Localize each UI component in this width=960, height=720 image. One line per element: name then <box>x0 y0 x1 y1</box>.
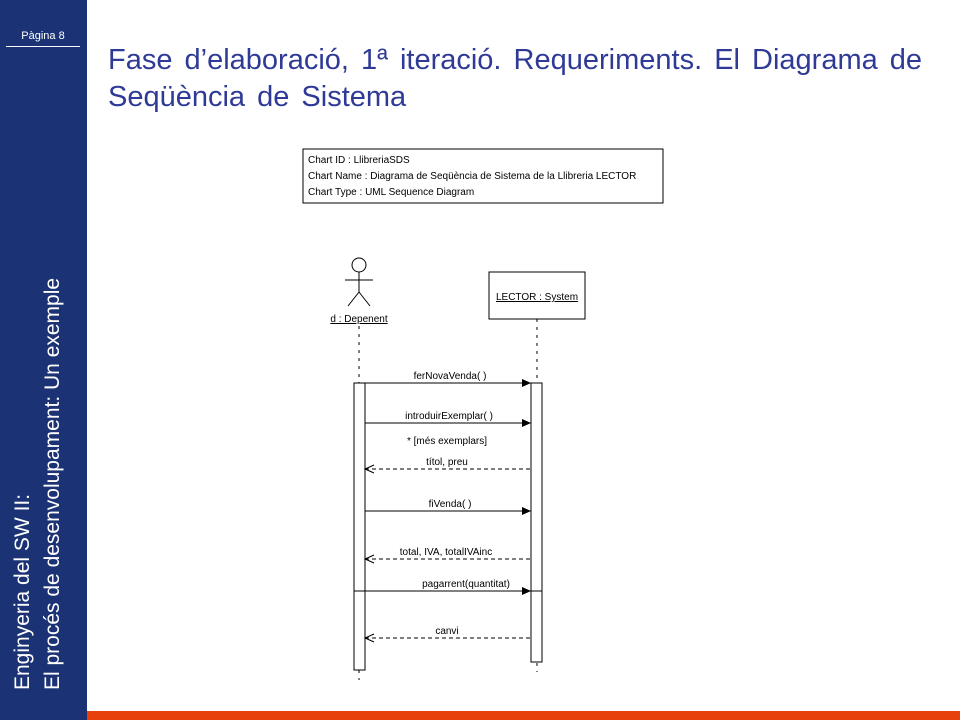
arrowhead <box>522 419 531 427</box>
message-label: total, IVA, totalIVAinc <box>399 547 493 558</box>
arrowhead <box>522 587 531 595</box>
actor-icon <box>345 258 373 306</box>
arrowhead <box>522 507 531 515</box>
chart-name: Chart Name : Diagrama de Seqüència de Sistema de la Llibreria LECTOR <box>308 171 637 182</box>
system-label: LECTOR : System <box>495 292 579 303</box>
message-label: pagarrent(quantitat) <box>422 579 510 590</box>
actor-activation-bar <box>354 383 365 670</box>
course-title-line1: Enginyeria del SW II: <box>11 493 34 690</box>
loop-guard-label: * [més exemplars] <box>406 436 488 447</box>
chart-type: Chart Type : UML Sequence Diagram <box>308 187 475 198</box>
message-label: títol, preu <box>426 457 468 468</box>
course-title-line2: El procés de desenvolupament: Un exemple <box>41 277 64 690</box>
actor-label: d : Depenent <box>330 314 388 325</box>
message-label: fiVenda( ) <box>428 499 472 510</box>
slide-title: Fase d’elaboració, 1ª iteració. Requeriments. El Diagrama de Seqüència de Sistema <box>108 44 923 113</box>
arrowhead <box>522 379 531 387</box>
message-label: ferNovaVenda( ) <box>413 371 487 382</box>
chart-id: Chart ID : LlibreriaSDS <box>308 155 410 166</box>
message-label: introduirExemplar( ) <box>405 411 493 422</box>
page-number: Pàgina 8 <box>21 30 65 42</box>
system-activation-bar <box>531 383 542 662</box>
message-label: canvi <box>435 626 459 637</box>
